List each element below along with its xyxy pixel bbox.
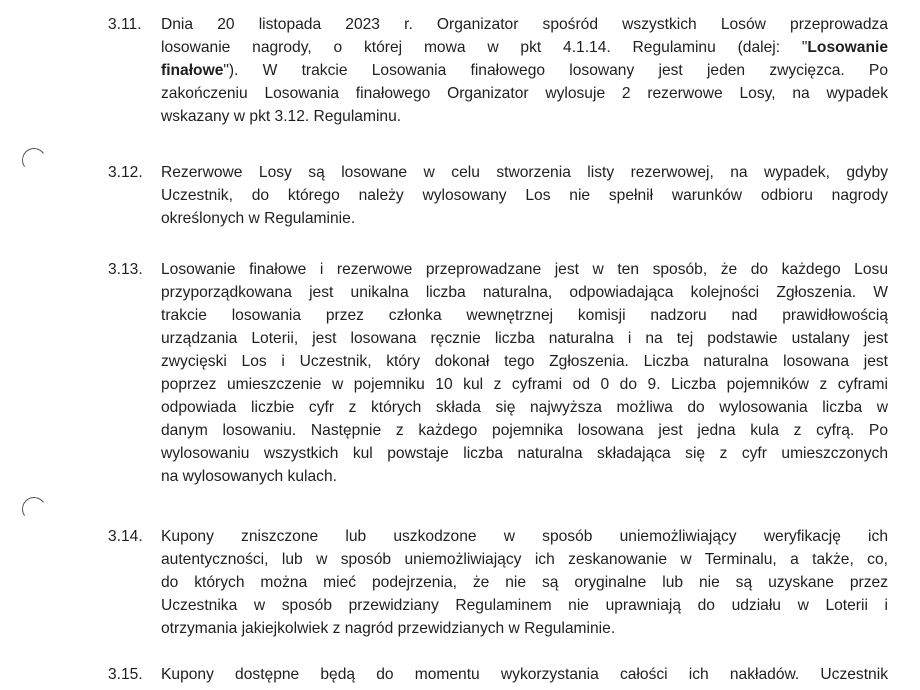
paragraph-text — [161, 161, 888, 230]
text-line: trakcie losowania przez członka wewnętrznej komisji nadzoru nad prawidłowością — [161, 307, 888, 324]
text-line: Uczestnika w sposób przewidziany Regulaminem nie uprawniają do udziału w Loterii i — [161, 597, 888, 614]
text-line: urządzania Loterii, jest losowana ręcznie liczba naturalna i na tej podstawie ustalany jest — [161, 330, 888, 347]
paragraph-3-15 — [108, 663, 888, 686]
text-line: wskazany w pkt 3.12. Regulaminu. — [161, 108, 402, 125]
paragraph-3-12 — [108, 161, 888, 230]
text-line: zakończeniu Losowania finałowego Organizator wylosuje 2 rezerwowe Losy, na wypadek — [161, 85, 888, 102]
text-line: autentyczności, lub w sposób uniemożliwiający ich zeskanowanie w Terminalu, a także, co, — [161, 551, 888, 568]
paragraph-number: 3.13. — [108, 261, 143, 278]
text-line: Uczestnik, do którego należy wylosowany Los nie spełnił warunków odbioru nagrody — [161, 187, 888, 204]
paragraph-number: 3.11. — [108, 16, 142, 33]
text-line: na wylosowanych kulach. — [161, 468, 337, 485]
paragraph-number: 3.14. — [108, 528, 143, 545]
text-line: losowanie nagrody, o której mowa w pkt 4.1.14. Regulaminu (dalej: "Losowanie — [161, 39, 888, 56]
text-line: wylosowaniu wszystkich kul powstaje liczba naturalna składająca się z cyfr umieszczonych — [161, 445, 888, 462]
paragraph-3-13 — [108, 258, 888, 488]
text-line: Kupony dostępne będą do momentu wykorzystania całości ich nakładów. Uczestnik — [161, 666, 888, 683]
text-line: poprzez umieszczenie w pojemniku 10 kul z cyframi od 0 do 9. Liczba pojemników z cyframi — [161, 376, 888, 393]
paragraph-text — [161, 663, 888, 686]
paragraph-number: 3.15. — [108, 666, 143, 683]
text-line: do których można mieć podejrzenia, że nie są oryginalne lub nie są uzyskane przez — [161, 574, 888, 591]
text-line: Losowanie finałowe i rezerwowe przeprowadzane jest w ten sposób, że do każdego Losu — [161, 261, 888, 278]
binder-hole-mark — [20, 495, 48, 523]
text-line: danym losowaniu. Następnie z każdego pojemnika losowana jest jedna kula z cyfrą. Po — [161, 422, 888, 439]
text-line: określonych w Regulaminie. — [161, 210, 356, 227]
binder-hole-mark — [20, 146, 48, 174]
defined-term: finałowe — [161, 62, 224, 79]
text-line: Dnia 20 listopada 2023 r. Organizator spośród wszystkich Losów przeprowadza — [161, 16, 888, 33]
defined-term: Losowanie — [807, 39, 888, 56]
paragraph-text — [161, 13, 888, 128]
paragraph-text — [161, 258, 888, 488]
paragraph-number: 3.12. — [108, 164, 143, 181]
text-line: Kupony zniszczone lub uszkodzone w sposób uniemożliwiający weryfikację ich — [161, 528, 888, 545]
text-line: zwycięski Los i Uczestnik, który dokonał tego Zgłoszenia. Liczba naturalna losowana jest — [161, 353, 888, 370]
text-line: Rezerwowe Losy są losowane w celu stworzenia listy rezerwowej, na wypadek, gdyby — [161, 164, 888, 181]
paragraph-3-11 — [108, 13, 888, 128]
text-line: otrzymania jakiejkolwiek z nagród przewidzianych w Regulaminie. — [161, 620, 616, 637]
text-line: odpowiada liczbie cyfr z których składa się najwyższa możliwa do wylosowania liczba w — [161, 399, 888, 416]
paragraph-3-14 — [108, 525, 888, 640]
text-line: finałowe"). W trakcie Losowania finałowego losowany jest jeden zwycięzca. Po — [161, 62, 888, 79]
text-line: przyporządkowana jest unikalna liczba naturalna, odpowiadająca kolejności Zgłoszenia. W — [161, 284, 888, 301]
paragraph-text — [161, 525, 888, 640]
